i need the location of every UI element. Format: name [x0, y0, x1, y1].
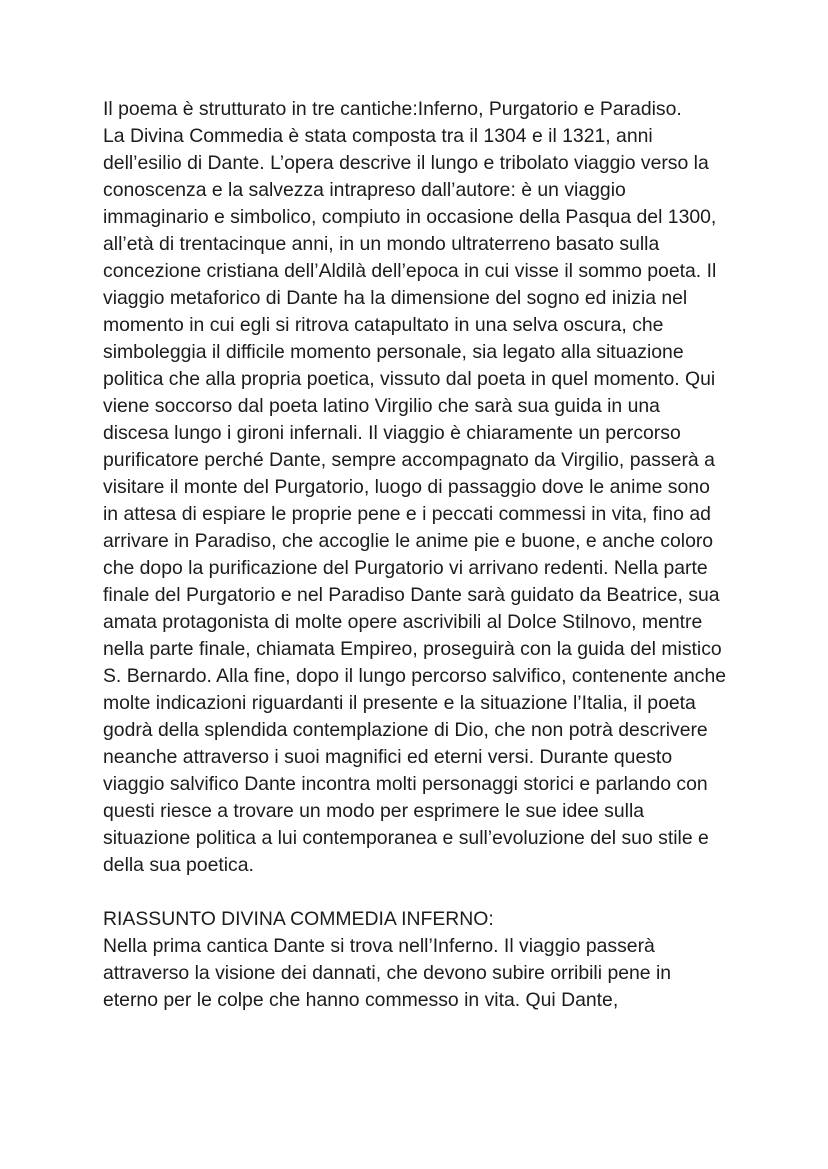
text-line: immaginario e simbolico, compiuto in occasione della Pasqua del 1300, [103, 206, 717, 228]
text-line: concezione cristiana dell’Aldilà dell’epoca in cui visse il sommo poeta. Il [103, 260, 717, 282]
text-line: Nella prima cantica Dante si trova nell’Inferno. Il viaggio passerà [103, 935, 655, 957]
text-line: godrà della splendida contemplazione di Dio, che non potrà descrivere [103, 719, 708, 741]
text-line: viaggio metaforico di Dante ha la dimensione del sogno ed inizia nel [103, 287, 688, 309]
text-line: conoscenza e la salvezza intrapreso dall’autore: è un viaggio [103, 179, 626, 201]
text-line: eterno per le colpe che hanno commesso in vita. Qui Dante, [103, 989, 619, 1011]
text-line: nella parte finale, chiamata Empireo, proseguirà con la guida del mistico [103, 638, 722, 660]
paragraph-gap [103, 879, 743, 906]
text-line: neanche attraverso i suoi magnifici ed eterni versi. Durante questo [103, 746, 673, 768]
text-line: dell’esilio di Dante. L’opera descrive il lungo e tribolato viaggio verso la [103, 152, 709, 174]
text-line: viene soccorso dal poeta latino Virgilio che sarà sua guida in una [103, 395, 660, 417]
text-line: viaggio salvifico Dante incontra molti personaggi storici e parlando con [103, 773, 708, 795]
text-line: della sua poetica. [103, 854, 254, 876]
text-line: S. Bernardo. Alla fine, dopo il lungo percorso salvifico, contenente anche [103, 665, 727, 687]
text-line: molte indicazioni riguardanti il presente e la situazione l’Italia, il poeta [103, 692, 696, 714]
text-line: discesa lungo i gironi infernali. Il viaggio è chiaramente un percorso [103, 422, 681, 444]
text-line: questi riesce a trovare un modo per esprimere le sue idee sulla [103, 800, 645, 822]
inferno-paragraph [103, 933, 743, 1014]
text-line: Il poema è strutturato in tre cantiche:Inferno, Purgatorio e Paradiso. [103, 98, 682, 120]
text-line: attraverso la visione dei dannati, che devono subire orribili pene in [103, 962, 672, 984]
text-line: arrivare in Paradiso, che accoglie le anime pie e buone, e anche coloro [103, 530, 714, 552]
text-line: simboleggia il difficile momento personale, sia legato alla situazione [103, 341, 684, 363]
text-line: finale del Purgatorio e nel Paradiso Dante sarà guidato da Beatrice, sua [103, 584, 720, 606]
text-line: momento in cui egli si ritrova catapultato in una selva oscura, che [103, 314, 664, 336]
text-line: purificatore perché Dante, sempre accompagnato da Virgilio, passerà a [103, 449, 715, 471]
text-line: La Divina Commedia è stata composta tra il 1304 e il 1321, anni [103, 125, 653, 147]
document-body [103, 96, 743, 1014]
text-line: visitare il monte del Purgatorio, luogo di passaggio dove le anime sono [103, 476, 710, 498]
text-line: situazione politica a lui contemporanea e sull’evoluzione del suo stile e [103, 827, 709, 849]
section-heading: RIASSUNTO DIVINA COMMEDIA INFERNO: [103, 908, 494, 930]
intro-paragraph [103, 96, 743, 879]
text-line: in attesa di espiare le proprie pene e i peccati commessi in vita, fino ad [103, 503, 711, 525]
text-line: all’età di trentacinque anni, in un mondo ultraterreno basato sulla [103, 233, 660, 255]
text-line: amata protagonista di molte opere ascrivibili al Dolce Stilnovo, mentre [103, 611, 703, 633]
text-line: politica che alla propria poetica, vissuto dal poeta in quel momento. Qui [103, 368, 716, 390]
text-line: che dopo la purificazione del Purgatorio vi arrivano redenti. Nella parte [103, 557, 708, 579]
